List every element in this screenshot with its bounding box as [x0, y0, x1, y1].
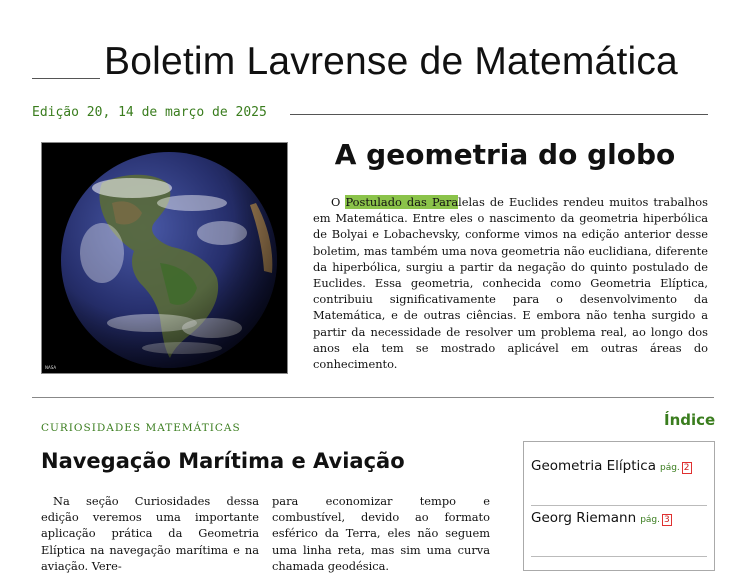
highlighted-term[interactable]: Postulado das Para [345, 195, 459, 209]
article-text: lelas de Euclides rendeu muitos trabalhos em Matemática. Entre eles o nascimento da geometria hiperbólica de Bolyai e Lobachevsky, conforme vimos na edição anterior desse boletim, mas também uma nova geometria não euclidiana, diferente da hiperbólica, surgiu a partir da negação do quinto postulado de Euclides. Essa geometria, conhecida como Geometria Elíptica, contribuiu significativamente para o desenvolvimento da Matemática, e de outras ciências. E embora não tenha surgido a partir da necessidade de resolver um problema real, ao longo dos anos ela tem se mostrado aplicável em outras áreas do conhecimento. [313, 195, 708, 372]
index-item-label: Georg Riemann [531, 510, 637, 526]
index-item-georg-riemann[interactable] [531, 510, 672, 526]
image-credit: NASA [45, 365, 57, 370]
page-prefix: pág. [659, 463, 680, 473]
column-1-text: Na seção Curiosidades dessa edição veremos uma importante aplicação prática da Geometria Elíptica na navegação marítima e na aviação. Vere- [41, 494, 259, 573]
globe-image [41, 142, 288, 374]
article-title: A geometria do globo [334, 138, 676, 171]
masthead-rule [32, 78, 100, 79]
index-item-label: Geometria Elíptica [531, 458, 656, 474]
page-link[interactable]: 3 [664, 515, 670, 525]
article-body [313, 194, 708, 372]
column-2-text: para economizar tempo e combustível, devido ao formato esférico da Terra, eles não seguem uma linha reta, mas sim uma curva chamada geodésica. [272, 494, 490, 573]
column-2 [272, 493, 490, 574]
section-title: Navegação Marítima e Aviação [41, 449, 405, 473]
index-item-geometria-eliptica[interactable] [531, 458, 692, 474]
index-separator [531, 505, 707, 506]
section-divider [32, 397, 714, 398]
index-separator [531, 556, 707, 557]
edition-rule [290, 114, 708, 115]
page-prefix: pág. [640, 515, 660, 525]
column-1 [41, 493, 259, 574]
earth-globe-photo-icon [42, 143, 288, 374]
page-link[interactable]: 2 [683, 463, 690, 473]
article-intro: O [331, 195, 346, 209]
index-title: Índice [664, 411, 716, 429]
section-kicker: CURIOSIDADES MATEMÁTICAS [41, 422, 241, 434]
edition-date: Edição 20, 14 de março de 2025 [32, 105, 267, 120]
masthead-title: Boletim Lavrense de Matemática [104, 40, 678, 83]
